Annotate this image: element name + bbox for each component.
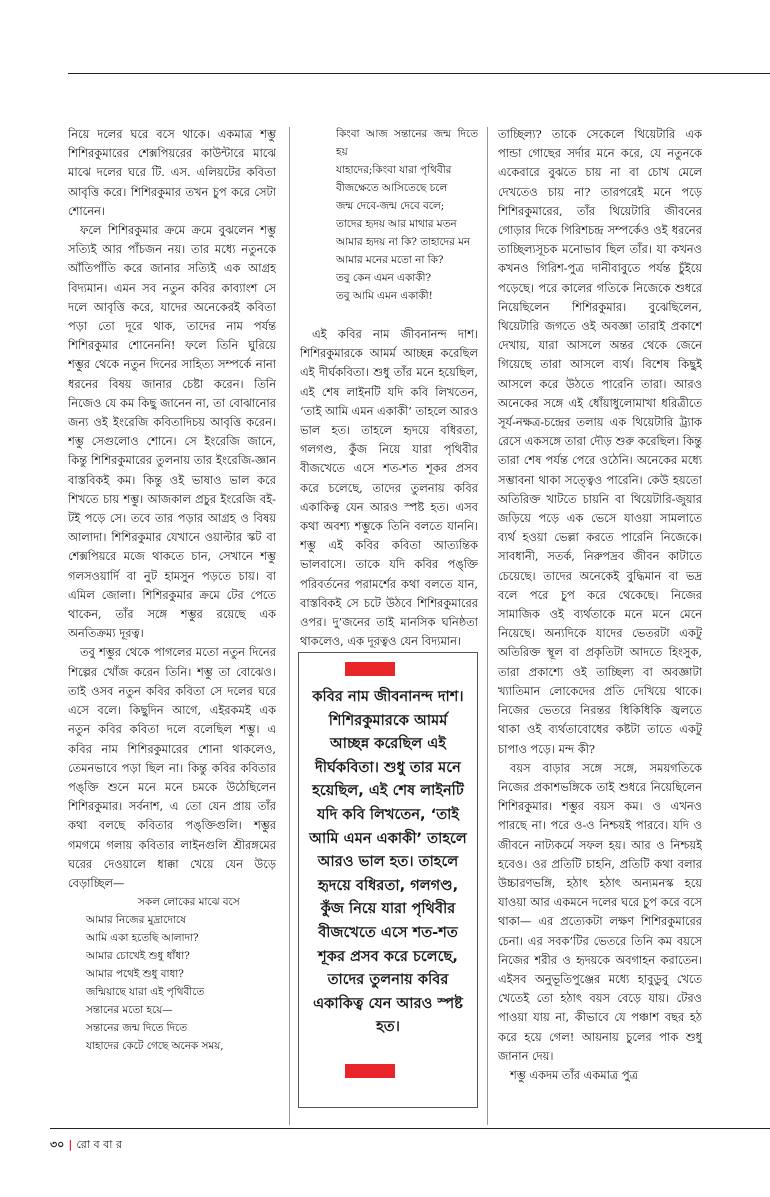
paragraph: শম্ভু একদম তাঁর একমাত্র পুত্র: [510, 1067, 639, 1082]
poem-line: আমার মনের মতো না কি?: [336, 254, 444, 266]
poem-excerpt: [68, 893, 276, 1055]
pull-quote-text: কবির নাম জীবনানন্দ দাশ। শিশিরকুমারকে আমর্ম আচ্ছন্ন করেছিল এই দীর্ঘকবিতা। শুধু তার মনে হয়েছিল, এই শেষ লাইনটি যদি কবি লিখতেন, ‘তাই আমি এমন একাকী’ তাহলে আরও ভাল হত। তাহলে হৃদয়ে বধিরতা, গলগণ্ড, কুঁজ নিয়ে যারা পৃথিবীর বীজখেতে এসে শত-শত শূকর প্রসব করে চলেছে, তাদের তুলনায় কবির একাকিত্ব যেন আরও স্পষ্ট হত।: [309, 688, 467, 1036]
poem-line: আমি একা হতেছি আলাদা?: [86, 932, 199, 945]
top-rule: [68, 73, 770, 74]
pull-quote-accent-bar: [345, 662, 395, 676]
poem-line: সন্তানের জন্ম দিতে দিতে: [86, 1022, 188, 1035]
poem-line: তবু আমি এমন একাকী!: [336, 290, 433, 302]
poem-line: সকল লোকের মাঝে বসে: [138, 896, 240, 909]
pull-quote-box: [298, 652, 478, 1108]
article-column-3: [498, 125, 702, 1125]
page-number: ৩০: [50, 1138, 65, 1151]
page-footer: [50, 1136, 122, 1155]
poem-line: সন্তানের মতো হয়ে—: [86, 1004, 173, 1017]
poem-line: জন্ম দেবে-জন্ম দেবে বলে;: [336, 200, 445, 212]
poem-line: আমার হৃদয় না কি? তাহাদের মন: [336, 236, 471, 248]
poem-line: তাদের হৃদয় আর মাথার মতন: [336, 218, 457, 230]
paragraph: তাচ্ছিল্য? তাকে সেকেলে থিয়েটারি এক পান্ডা গোছের সর্দার মনে করে, যে নতুনকে একেবারে বুঝতে চায় না বা চোখ মেলে দেখতেও চায় না? তারপরেই মনে পড়ে শিশিরকুমারের, তাঁর থিয়েটারি জীবনের গোড়ার দিকে গিরিশচন্দ্র সম্পর্কেও ওই ধরনের তাচ্ছিল্যসূচক মনোভাব ছিল তাঁর। যা কখনও কখনও গিরিশ-পুত্র দানীবাবুতে পর্যন্ত চুঁইয়ে পড়েছে। পরে কালের গতিকে নিজেকে শুধরে নিয়েছিলেন শিশিরকুমার। বুঝেছিলেন, থিয়েটারি জগতে ওই অবজ্ঞা তারাই প্রকাশে দেখায়, যারা আসলে অন্তর থেকে জেনে গিয়েছে তারা আসলে ব্যর্থ। বিশেষ কিছুই আসলে করে উঠতে পারেনি তারা। আরও অনেকের সঙ্গে এই ধোঁয়াধুলোমাখা ধরিত্রীতে সূর্য-নক্ষত্র-চন্দ্রের তলায় এক থিয়েটারি ট্র্যাক রেসে একসঙ্গে তারা দৌড় শুরু করেছিল। কিন্তু তারা শেষ পর্যন্ত পেরে ওঠেনি। অনেকের মধ্যে সম্ভাবনা থাকা সত্ত্বেও পারেনি। কেউ হয়তো অতিরিক্ত খাটতে চায়নি বা থিয়েটারি-জুয়ার জড়িয়ে পড়ে এক ভেসে যাওয়া সামলাতে ব্যর্থ হওয়া ভেল্লা করতে পারেনি নিজেকে। সাবধানী, সতর্ক, নিরুপদ্রব জীবন কাটাতে চেয়েছে। তাদের অনেকেই বুদ্ধিমান বা ভদ্র বলে পরে চুপ করে থেকেছে। নিজের সামাজিক ওই ব্যর্থতাকে মনে মনে মেনে নিয়েছে। অন্যদিকে যাদের ভেতরটা একটু অতিরিক্ত স্থূল বা প্রকৃতিটা আদতে হিংসুক, তারা প্রকাশ্যে ওই তাচ্ছিল্য বা অবজ্ঞাটা খ্যাতিমান লোকেদের প্রতি দেখিয়ে থাকে। নিজের ভেতরে নিরন্তর ধিকিধিকি জ্বলতে থাকা ওই ব্যর্থতাবোধের কষ্টটা তাতে একটু চাপাও পড়ে। মন্দ কী?: [498, 127, 702, 756]
column-divider: [289, 127, 290, 1125]
magazine-name: রো ব বা র: [76, 1138, 123, 1151]
column-divider: [487, 127, 488, 1125]
poem-line: কিংবা আজ সন্তানের জন্ম দিতে হয়: [336, 128, 478, 158]
poem-line: আমার পথেই শুধু বাধা?: [86, 968, 184, 981]
paragraph: ফলে শিশিরকুমার ক্রমে ক্রমে বুঝলেন শম্ভু সত্যিই আর পাঁচজন নয়। তার মধ্যে নতুনকে আঁতিপাঁতি করে জানার সত্যিই এক আগ্রহ বিদ্যমান। এমন সব নতুন কবির কাব্যাংশ সে দলে আবৃত্তি করে, যাদের অনেকেরই কবিতা পড়া তো দূরে থাক, তাদের নাম পর্যন্ত শিশিরকুমার শোনেননি! ফলে তিনি ঘুরিয়ে শম্ভুর থেকে নতুন দিনের সাহিত্য সম্পর্কে নানা ধরনের বিষয় জানার চেষ্টা করেন। তিনি নিজেও যে কম কিছু জানেন না, তা বোঝানোর জন্য ওই ইংরেজি কবিতাদিচয় আবৃত্তি করেন। শম্ভু সেগুলোও শোনে। সে ইংরেজি জানে, কিন্তু শিশিরকুমারের তুলনায় তার ইংরেজি-জ্ঞান বাস্তবিকই কম। কিন্তু ওই ভাষাও ভাল করে শিখতে চায় শম্ভু। আজকাল প্রচুর ইংরেজি বই-টই পড়ে সে। তবে তার পড়ার আগ্রহ ও বিষয় আলাদা। শিশিরকুমার যেখানে ওয়াল্টার স্কট বা শেক্সপিয়রে মজে থাকতে চান, সেখানে শম্ভু গলসওয়ার্দি বা নুট হামসুন পড়তে চায়। বা এমিল জোলা। শিশিরকুমার ক্রমে টের পেতে থাকেন, তাঁর সঙ্গে শম্ভুর রয়েছে এক অনতিক্রম্য দূরত্ব।: [68, 223, 276, 641]
footer-separator: |: [68, 1138, 73, 1151]
poem-excerpt: [300, 125, 478, 305]
bottom-rule: [50, 1128, 770, 1129]
poem-line: আমার চোখেই শুধু ধাঁধা?: [86, 950, 190, 963]
poem-line: তবু কেন এমন একাকী?: [336, 272, 432, 284]
poem-line: যাহাদের;কিংবা যারা পৃথিবীর: [336, 164, 452, 176]
paragraph: এই কবির নাম জীবনানন্দ দাশ। শিশিরকুমারকে আমর্ম আচ্ছন্ন করেছিল এই দীর্ঘকবিতা। শুধু তাঁর মনে হয়েছিল, এই শেষ লাইনটি যদি কবি লিখতেন, ‘তাই আমি এমন একাকী’ তাহলে আরও ভাল হত। তাহলে হৃদয়ে বধিরতা, গলগণ্ড, কুঁজ নিয়ে যারা পৃথিবীর বীজখেতে এসে শত-শত শূকর প্রসব করে চলেছে, তাদের তুলনায় কবির একাকিত্ব যেন আরও স্পষ্ট হত। এসব কথা অবশ্য শম্ভুকে তিনি বলতে যাননি। শম্ভু এই কবির কবিতা আত্যন্তিক ভালবাসে। তাকে যদি কবির পঙ্‌ক্তি পরিবর্তনের পরামর্শের কথা বলতে যান, বাস্তবিকই সে চটে উঠবে শিশিরকুমারের ওপর। দু’জনের তাই মানসিক ঘনিষ্ঠতা থাকলেও, এক দূরত্বও যেন বিদ্যমান।: [300, 327, 478, 649]
article-column-1: [68, 125, 276, 1125]
poem-line: আমার নিজের মুদ্রাদোষে: [86, 914, 186, 927]
poem-line: যাহাদের কেটে গেছে অনেক সময়,: [86, 1040, 224, 1053]
paragraph: বয়স বাড়ার সঙ্গে সঙ্গে, সময়গতিকে নিজের প্রকাশভঙ্গিকে তাই শুধরে নিয়েছিলেন শিশিরকুমার। শম্ভুর বয়স কম। ও এখনও পারছে না। পরে ও-ও নিশ্চয়ই পারবে। যদি ও জীবনে নাট্যকর্মে সফল হয়। আর ও নিশ্চয়ই হবেও। ওর প্রতিটি চাহনি, প্রতিটি কথা বলার উচ্চারণভঙ্গি, হঠাৎ হঠাৎ অন্যমনস্ক হয়ে যাওয়া আর একমনে দলের ঘরে চুপ করে বসে থাকা— এর প্রত্যেকটা লক্ষণ শিশিরকুমারের চেনা। এর সবক’টির ভেতরে তিনি কম বয়সে নিজের শরীর ও হৃদয়কে অবগাহন করাতেন। এইসব অনুভূতিপুঞ্জের মধ্যে হাবুডুবু খেতে খেতেই তো হঠাৎ বয়স বেড়ে যায়। টেরও পাওয়া যায় না, কীভাবে যে পঞ্চাশ বছর হঠ করে হয়ে গেল! আয়নায় চুলের পাক শুধু জানান দেয়।: [498, 760, 702, 1063]
paragraph: তবু শম্ভুর থেকে পাগলের মতো নতুন দিনের শিল্পের খোঁজ করেন তিনি। শম্ভু তা বোঝেও। তাই ওসব নতুন কবির কবিতা সে দলের ঘরে এসে বলে। কিছুদিন আগে, এইরকমই এক নতুন কবির কবিতা দলে বলেছিল শম্ভু। এ কবির নাম শিশিরকুমারের শোনা থাকলেও, তেমনভাবে পড়া ছিল না। কিন্তু কবির কবিতার পঙ্‌ক্তি শুনে মনে মনে চমকে উঠেছিলেন শিশিরকুমার। সর্বনাশ, এ তো যেন প্রায় তাঁর কথা বলছে কবিতার পঙ্‌ক্তিগুলি। শম্ভুর গমগমে গলায় কবিতার লাইনগুলি শ্রীরঙ্গমের ঘরের দেওয়ালে ধাক্কা খেয়ে যেন উড়ে বেড়াচ্ছিল—: [68, 645, 276, 890]
paragraph: নিয়ে দলের ঘরে বসে থাকে। একমাত্র শম্ভু শিশিরকুমারের শেক্সপিয়রের কাউন্টারে মাঝে মাঝে দলের ঘরে টি. এস. এলিয়টের কবিতা আবৃত্তি করে। শিশিরকুমার তখন চুপ করে সেটা শোনেন।: [68, 127, 276, 218]
poem-line: বীজক্ষেতে আসিতেছে চলে: [336, 182, 448, 194]
poem-line: জন্মিয়াছে যারা এই পৃথিবীতে: [86, 986, 205, 999]
pull-quote-accent-bar: [345, 1064, 395, 1078]
